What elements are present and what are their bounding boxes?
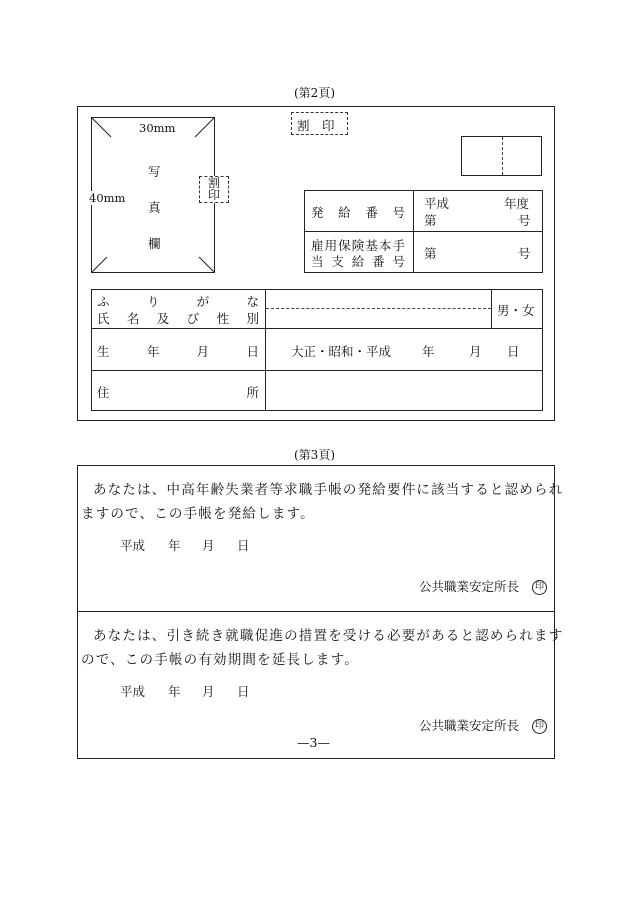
extension-date-era: 平成 xyxy=(120,684,146,699)
benefit-number-label-2 xyxy=(311,252,405,270)
furigana-c2: り xyxy=(146,294,160,309)
address-label xyxy=(97,383,259,401)
number-table-col-divider xyxy=(413,190,414,273)
top-seal-box xyxy=(291,112,348,135)
benefit-label1-c5: 基 xyxy=(365,238,378,253)
issue-number-year-suffix: 年度 xyxy=(504,196,530,211)
issue-signer-title: 公共職業安定所長 xyxy=(419,579,520,594)
name-label-c6: 別 xyxy=(246,311,259,326)
birth-date-label xyxy=(97,342,259,360)
birth-label-c1: 生 xyxy=(97,344,110,359)
page3-section-divider xyxy=(77,611,555,612)
benefit-number-dai: 第 xyxy=(424,246,437,261)
furigana-divider xyxy=(266,308,491,309)
personal-row-divider-1 xyxy=(91,328,543,329)
benefit-label2-c1: 当 xyxy=(311,254,324,269)
photo-seal-char-2: 印 xyxy=(208,188,221,202)
furigana-c1: ふ xyxy=(97,294,110,309)
issue-date-day: 日 xyxy=(237,538,250,553)
birth-month-unit: 月 xyxy=(469,344,482,359)
extension-statement-line-1: あなたは、引き続き就職促進の措置を受ける必要があると認められます xyxy=(93,628,564,644)
page2-label: (第2頁) xyxy=(294,86,335,100)
extension-seal-icon: 印 xyxy=(532,719,547,734)
issue-signer xyxy=(419,577,547,595)
top-seal-text: 割 印 xyxy=(297,118,335,133)
page-number: —3— xyxy=(297,735,330,750)
photo-char-2: 真 xyxy=(148,200,161,215)
birth-year-unit: 年 xyxy=(422,344,435,359)
stamp-box-divider xyxy=(502,137,503,175)
photo-char-1: 写 xyxy=(148,164,161,179)
birth-day-unit: 日 xyxy=(507,344,520,359)
birth-label-c4: 日 xyxy=(246,344,259,359)
benefit-label1-c2: 用 xyxy=(324,238,338,253)
furigana-c3: が xyxy=(196,294,210,309)
name-label-c3: 及 xyxy=(156,311,170,326)
photo-height-label: 40mm xyxy=(89,191,126,205)
photo-seal-box xyxy=(199,176,229,203)
issue-number-label-c3: 番 xyxy=(365,205,378,220)
issue-number-go: 号 xyxy=(518,213,531,228)
extension-date-month: 月 xyxy=(202,684,215,699)
benefit-label2-c3: 給 xyxy=(351,254,365,269)
extension-statement-line-2: ので、この手帳の有効期間を延長します。 xyxy=(81,652,359,668)
photo-seal-char-1: 割 xyxy=(208,176,221,190)
benefit-label2-c5: 号 xyxy=(392,254,405,269)
photo-char-3: 欄 xyxy=(148,236,161,251)
benefit-label1-c7: 手 xyxy=(392,238,405,253)
benefit-label1-c3: 保 xyxy=(338,238,351,253)
name-label-c1: 氏 xyxy=(97,311,110,326)
furigana-c4: な xyxy=(246,294,259,309)
benefit-number-go: 号 xyxy=(518,246,531,261)
birth-label-c3: 月 xyxy=(196,344,210,359)
issue-number-label-c2: 給 xyxy=(338,205,351,220)
issue-seal-icon: 印 xyxy=(532,580,547,595)
address-label-c1: 住 xyxy=(97,385,110,400)
issue-number-label xyxy=(311,203,405,221)
extension-signer-title: 公共職業安定所長 xyxy=(419,718,520,733)
benefit-label2-c4: 番 xyxy=(372,254,385,269)
page3-label: (第3頁) xyxy=(294,448,335,462)
gender-options: 男・女 xyxy=(497,303,535,318)
number-table-row-divider xyxy=(304,231,543,232)
issue-date-era: 平成 xyxy=(120,538,146,553)
gender-col-divider xyxy=(491,289,492,328)
extension-signer xyxy=(419,716,547,734)
benefit-label1-c1: 雇 xyxy=(311,238,324,253)
personal-row-divider-2 xyxy=(91,370,543,371)
photo-width-label: 30mm xyxy=(139,121,176,135)
name-label-c4: び xyxy=(186,311,200,326)
issue-number-label-c4: 号 xyxy=(392,205,405,220)
birth-eras: 大正・昭和・平成 xyxy=(291,344,392,359)
stamp-box xyxy=(461,136,542,176)
birth-label-c2: 年 xyxy=(146,344,160,359)
issue-number-dai: 第 xyxy=(424,213,437,228)
benefit-label2-c2: 支 xyxy=(331,254,344,269)
issue-date-year: 年 xyxy=(168,538,181,553)
name-label-c2: 名 xyxy=(126,311,140,326)
benefit-label1-c6: 本 xyxy=(378,238,392,253)
issue-number-era: 平成 xyxy=(424,196,450,211)
name-label-c5: 性 xyxy=(216,311,230,326)
extension-date-year: 年 xyxy=(168,684,181,699)
issue-statement-line-2: ますので、この手帳を発給します。 xyxy=(81,506,315,522)
issue-number-label-c1: 発 xyxy=(311,205,324,220)
benefit-label1-c4: 険 xyxy=(351,238,365,253)
issue-date-month: 月 xyxy=(202,538,215,553)
extension-date-day: 日 xyxy=(237,684,250,699)
issue-statement-line-1: あなたは、中高年齢失業者等求職手帳の発給要件に該当すると認められ xyxy=(93,482,564,498)
furigana-label xyxy=(97,292,259,310)
name-gender-label xyxy=(97,309,259,327)
address-label-c2: 所 xyxy=(246,385,259,400)
